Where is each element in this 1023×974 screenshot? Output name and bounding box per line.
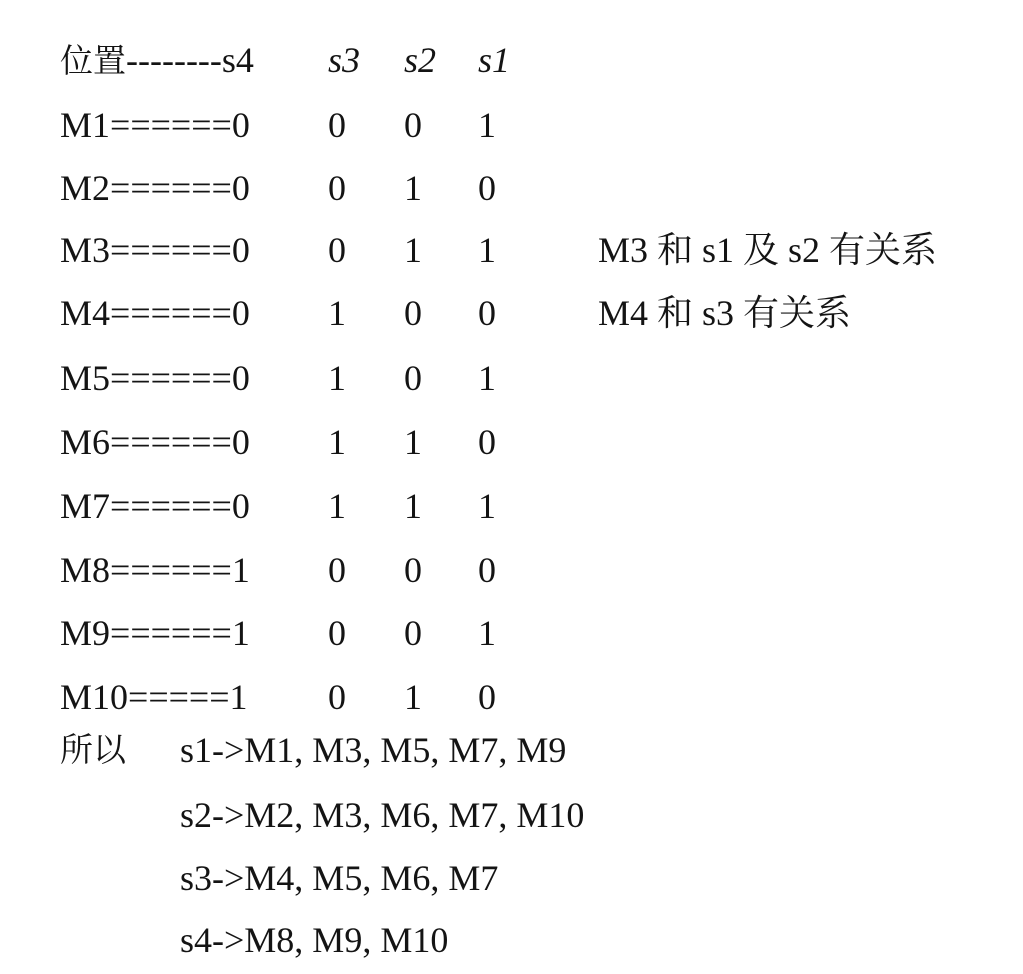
row-m1-s2: 0 [404,105,422,145]
row-m5-name: M5======0 [60,358,250,398]
row-m10-s1: 0 [478,677,496,717]
row-m3-s2: 1 [404,230,422,270]
header-s2: s2 [404,40,437,80]
row-m8-s3: 0 [328,550,346,590]
row-m5-s1: 1 [478,358,496,398]
row-m4-name: M4======0 [60,293,250,333]
row-m8-s1: 0 [478,550,496,590]
row-m2-name: M2======0 [60,168,250,208]
row-m9-name: M9======1 [60,613,250,653]
row-m9-s2: 0 [404,613,422,653]
row-m5-s2: 0 [404,358,422,398]
row-m1-s3: 0 [328,105,346,145]
row-m6-name: M6======0 [60,422,250,462]
row-m8-name: M8======1 [60,550,250,590]
header-position-cjk: 位置 [60,41,126,80]
summary-line-s3: s3->M4, M5, M6, M7 [180,858,499,898]
header-s3: s3 [328,40,361,80]
row-m2-s1: 0 [478,168,496,208]
header-position-label [60,40,254,81]
row-m2-s2: 1 [404,168,422,208]
row-m2-s3: 0 [328,168,346,208]
row-m4-s3: 1 [328,293,346,333]
row-m10-name: M10=====1 [60,677,248,717]
row-m5-s3: 1 [328,358,346,398]
header-s4-label: --------s4 [126,40,254,80]
row-m7-s2: 1 [404,486,422,526]
row-m6-s3: 1 [328,422,346,462]
row-m8-s2: 0 [404,550,422,590]
row-m3-s1: 1 [478,230,496,270]
summary-line-s1: s1->M1, M3, M5, M7, M9 [180,730,567,770]
row-m7-name: M7======0 [60,486,250,526]
row-m4-s1: 0 [478,293,496,333]
row-m4-s2: 0 [404,293,422,333]
row-m7-s1: 1 [478,486,496,526]
row-m3-s3: 0 [328,230,346,270]
row-m6-s1: 0 [478,422,496,462]
row-m10-s3: 0 [328,677,346,717]
note-m3: M3 和 s1 及 s2 有关系 [598,230,938,270]
row-m1-name: M1======0 [60,105,250,145]
summary-line-s4: s4->M8, M9, M10 [180,920,449,960]
row-m10-s2: 1 [404,677,422,717]
note-m4: M4 和 s3 有关系 [598,293,852,333]
row-m9-s3: 0 [328,613,346,653]
summary-line-s2: s2->M2, M3, M6, M7, M10 [180,795,585,835]
row-m3-name: M3======0 [60,230,250,270]
row-m1-s1: 1 [478,105,496,145]
row-m6-s2: 1 [404,422,422,462]
row-m7-s3: 1 [328,486,346,526]
row-m9-s1: 1 [478,613,496,653]
header-s1: s1 [478,40,511,80]
summary-prefix: 所以 [60,730,126,769]
